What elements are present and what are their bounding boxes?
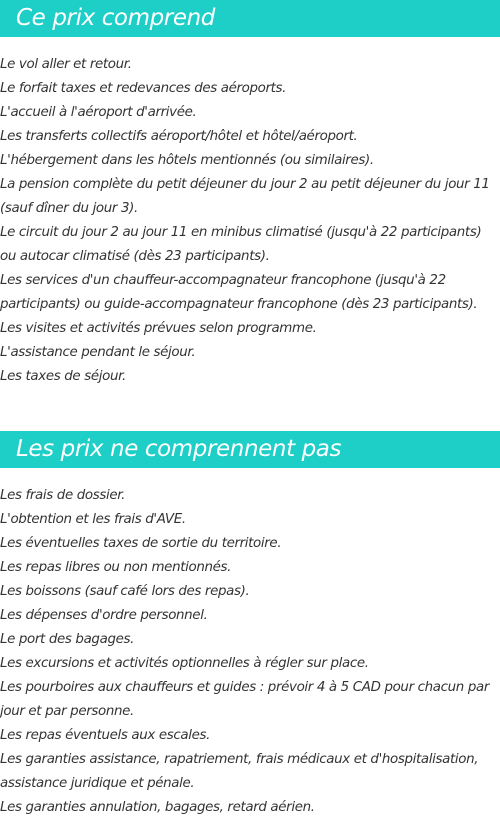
- included-section-header: [0, 0, 500, 37]
- excluded-item: Les garanties annulation, bagages, retard aérien.: [0, 800, 315, 815]
- excluded-section-header: [0, 431, 500, 468]
- included-list: [0, 53, 500, 389]
- excluded-item: Les éventuelles taxes de sortie du territoire.: [0, 536, 282, 551]
- excluded-item: Les frais de dossier.: [0, 488, 126, 503]
- included-item: L'assistance pendant le séjour.: [0, 345, 196, 360]
- excluded-item: Les repas éventuels aux escales.: [0, 728, 211, 743]
- included-item: Les taxes de séjour.: [0, 369, 126, 384]
- excluded-item: Les pourboires aux chauffeurs et guides : prévoir 4 à 5 CAD pour chacun par jour et par personne.: [0, 680, 489, 719]
- excluded-item: Le port des bagages.: [0, 632, 135, 647]
- excluded-item: Les repas libres ou non mentionnés.: [0, 560, 232, 575]
- excluded-item: Les garanties assistance, rapatriement, frais médicaux et d'hospitalisation, assistance juridique et pénale.: [0, 752, 479, 791]
- included-item: Le vol aller et retour.: [0, 57, 132, 72]
- included-item: L'hébergement dans les hôtels mentionnés (ou similaires).: [0, 153, 374, 168]
- excluded-title: Les prix ne comprennent pas: [16, 436, 342, 462]
- included-item: Le circuit du jour 2 au jour 11 en minibus climatisé (jusqu'à 22 participants) ou autocar climatisé (dès 23 participants).: [0, 225, 482, 264]
- included-item: Les services d'un chauffeur-accompagnateur francophone (jusqu'à 22 participants) ou guide-accompagnateur francophone (dès 23 participants).: [0, 273, 478, 312]
- included-item: La pension complète du petit déjeuner du jour 2 au petit déjeuner du jour 11 (sauf dîner du jour 3).: [0, 177, 490, 216]
- included-item: Le forfait taxes et redevances des aéroports.: [0, 81, 287, 96]
- excluded-item: Les boissons (sauf café lors des repas).: [0, 584, 250, 599]
- excluded-item: L'obtention et les frais d'AVE.: [0, 512, 186, 527]
- excluded-list: [0, 484, 500, 820]
- included-item: Les transferts collectifs aéroport/hôtel et hôtel/aéroport.: [0, 129, 358, 144]
- included-item: Les visites et activités prévues selon programme.: [0, 321, 317, 336]
- excluded-item: Les excursions et activités optionnelles à régler sur place.: [0, 656, 369, 671]
- excluded-item: Les dépenses d'ordre personnel.: [0, 608, 208, 623]
- included-item: L'accueil à l'aéroport d'arrivée.: [0, 105, 197, 120]
- included-title: Ce prix comprend: [16, 5, 215, 31]
